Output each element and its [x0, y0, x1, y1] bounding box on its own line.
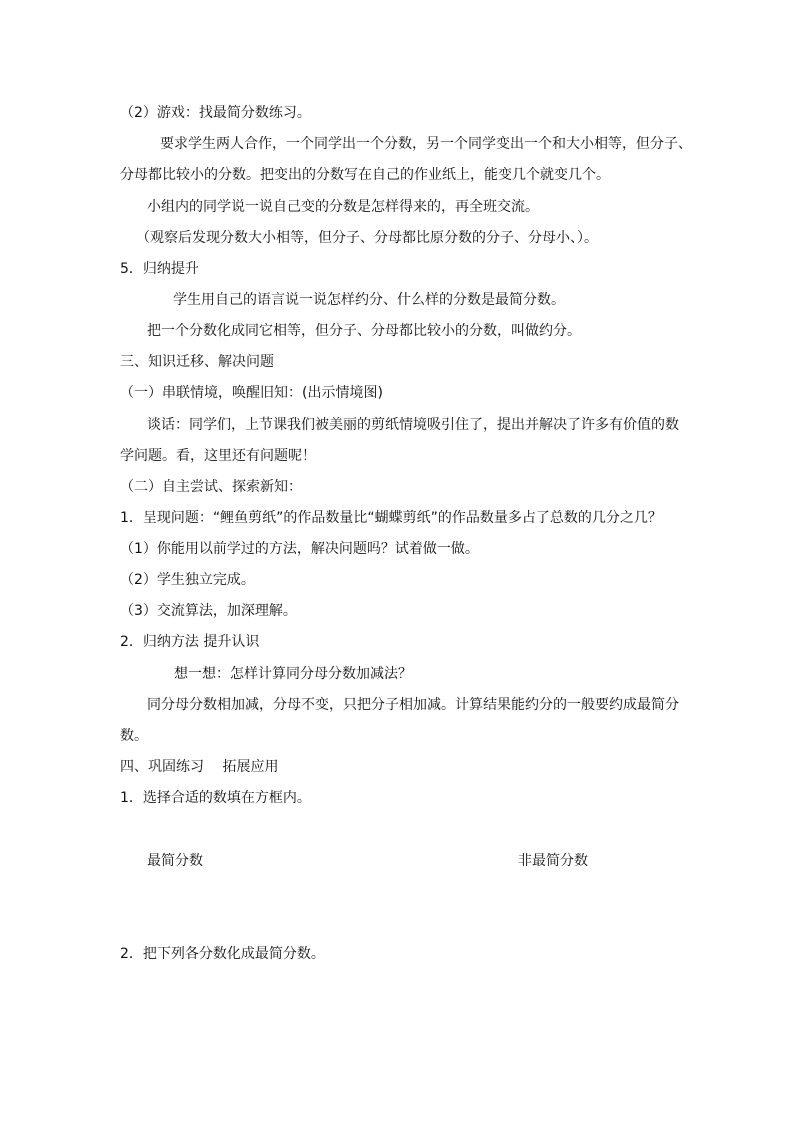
- exercise-2: 2．把下列各分数化成最简分数。: [120, 946, 325, 962]
- text-line-rule-1: 同分母分数相加减，分母不变，只把分子相加减。计算结果能约分的一般要约成最简分: [147, 697, 679, 713]
- subheading-explore: （二）自主尝试、探索新知：: [120, 479, 302, 495]
- text-line-think: 想一想：怎样计算同分母分数加减法？: [174, 666, 412, 682]
- text-line-observation: （观察后发现分数大小相等，但分子、分母都比原分数的分子、分母小、）。: [136, 230, 598, 246]
- text-line-rule-2: 数。: [120, 728, 148, 744]
- label-non-simplest-fraction: 非最简分数: [518, 853, 588, 869]
- subheading-method: 2．归纳方法 提升认识: [120, 634, 260, 650]
- text-line-step-3: （3）交流算法，加深理解。: [120, 603, 297, 619]
- text-line-requirement-1: 要求学生两人合作，一个同学出一个分数，另一个同学变出一个和大小相等，但分子、: [160, 136, 692, 152]
- section-heading-four: 四、巩固练习 拓展应用: [120, 759, 279, 775]
- text-line-problem: 1．呈现问题：“鲤鱼剪纸”的作品数量比“蝴蝶剪纸”的作品数量多占了总数的几分之几？: [120, 510, 662, 526]
- text-line-talk-1: 谈话：同学们，上节课我们被美丽的剪纸情境吸引住了，提出并解决了许多有价值的数: [147, 417, 679, 433]
- text-line-step-1: （1）你能用以前学过的方法，解决问题吗？试着做一做。: [120, 541, 479, 557]
- label-simplest-fraction: 最简分数: [147, 853, 203, 869]
- section-heading-three: 三、知识迁移、解决问题: [120, 354, 274, 370]
- text-line-step-2: （2）学生独立完成。: [120, 572, 255, 588]
- subheading-context: （一）串联情境，唤醒旧知：(出示情境图): [120, 385, 383, 401]
- exercise-1: 1．选择合适的数填在方框内。: [120, 790, 311, 806]
- text-line-student-explain: 学生用自己的语言说一说怎样约分、什么样的分数是最简分数。: [173, 292, 565, 308]
- text-line-definition: 把一个分数化成同它相等，但分子、分母都比较小的分数，叫做约分。: [147, 323, 581, 339]
- text-line-talk-2: 学问题。看，这里还有问题呢！: [120, 448, 316, 464]
- section-heading-summary: 5．归纳提升: [120, 261, 199, 277]
- text-line-requirement-2: 分母都比较小的分数。把变出的分数写在自己的作业纸上，能变几个就变几个。: [120, 167, 610, 183]
- text-line-game: （2）游戏：找最简分数练习。: [120, 105, 311, 121]
- text-line-group-discussion: 小组内的同学说一说自己变的分数是怎样得来的，再全班交流。: [147, 199, 539, 215]
